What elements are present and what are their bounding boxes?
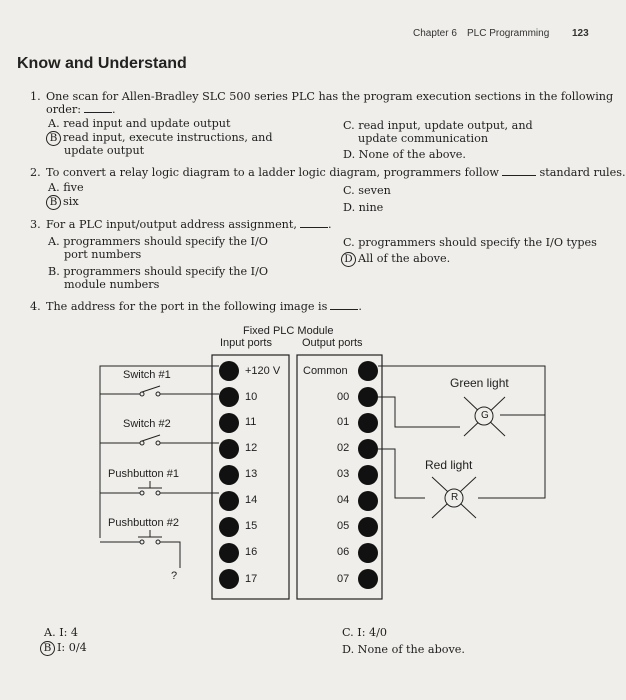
section-title: Know and Understand bbox=[17, 55, 187, 72]
pushbutton-2-label: Pushbutton #2 bbox=[108, 517, 179, 529]
input-label-14: 14 bbox=[245, 494, 258, 506]
output-label-07: 07 bbox=[337, 573, 350, 585]
section-label: PLC Programming bbox=[467, 28, 550, 39]
q3-stem: For a PLC input/output address assignment, . bbox=[46, 218, 332, 231]
input-label-11: 11 bbox=[245, 416, 257, 428]
q4-circled-answer: B bbox=[40, 641, 55, 656]
q1-option-c: C. read input, update output, and bbox=[343, 119, 533, 132]
pushbutton-1-label: Pushbutton #1 bbox=[108, 468, 179, 480]
q3-option-d: D All of the above. bbox=[341, 252, 450, 267]
green-light-label: Green light bbox=[450, 376, 509, 390]
output-label-06: 06 bbox=[337, 546, 350, 558]
input-label-13: 13 bbox=[245, 468, 258, 480]
output-label-00: 00 bbox=[337, 391, 350, 403]
q1-number: 1. bbox=[30, 90, 41, 103]
output-label-05: 05 bbox=[337, 520, 350, 532]
input-wiring bbox=[100, 366, 219, 568]
q4-number: 4. bbox=[30, 300, 41, 313]
q2-option-b: B six bbox=[46, 195, 79, 210]
q3-option-c: C. programmers should specify the I/O types bbox=[343, 236, 597, 249]
input-label-17: 17 bbox=[245, 573, 258, 585]
q3-circled-answer: D bbox=[341, 252, 356, 267]
output-label-common: Common bbox=[303, 365, 348, 377]
switch-symbols bbox=[140, 386, 160, 445]
q4-option-d: D. None of the above. bbox=[342, 643, 465, 656]
q1-stem: One scan for Allen-Bradley SLC 500 series PLC has the program execution sections in the following bbox=[46, 90, 614, 103]
q2-option-a: A. five bbox=[48, 181, 84, 194]
diagram-title: Fixed PLC Module bbox=[243, 325, 334, 337]
q4-stem: The address for the port in the following image is . bbox=[46, 300, 362, 313]
red-light-label: Red light bbox=[425, 458, 473, 472]
chapter-label: Chapter 6 bbox=[413, 28, 457, 39]
input-ports-header: Input ports bbox=[220, 337, 272, 349]
output-ports-header: Output ports bbox=[302, 337, 363, 349]
unknown-mark: ? bbox=[171, 570, 178, 582]
q4-option-c: C. I: 4/0 bbox=[342, 626, 388, 639]
output-label-04: 04 bbox=[337, 494, 350, 506]
q1-option-b-line2: update output bbox=[64, 144, 145, 157]
output-label-02: 02 bbox=[337, 442, 350, 454]
q1-circled-answer: B bbox=[46, 131, 61, 146]
input-label-16: 16 bbox=[245, 546, 258, 558]
output-label-01: 01 bbox=[337, 416, 350, 428]
q2-option-c: C. seven bbox=[343, 184, 391, 197]
input-terminals bbox=[219, 361, 239, 589]
q1-option-c-line2: update communication bbox=[358, 132, 489, 145]
q1-option-b: B read input, execute instructions, and bbox=[46, 131, 273, 146]
q3-option-b-line2: module numbers bbox=[64, 278, 160, 291]
page-number: 123 bbox=[572, 28, 589, 39]
output-terminals bbox=[358, 361, 378, 589]
switch-2-label: Switch #2 bbox=[123, 418, 171, 430]
q1-option-a: A. read input and update output bbox=[48, 117, 231, 130]
q4-option-b: B I: 0/4 bbox=[40, 641, 87, 656]
q4-option-a: A. I: 4 bbox=[44, 626, 79, 639]
input-label-12: 12 bbox=[245, 442, 258, 454]
red-lamp-symbol: R bbox=[451, 492, 459, 503]
pushbutton-symbols bbox=[138, 481, 162, 544]
green-lamp-symbol: G bbox=[481, 410, 489, 421]
q2-circled-answer: B bbox=[46, 195, 61, 210]
q3-option-a: A. programmers should specify the I/O bbox=[48, 235, 268, 248]
q2-option-d: D. nine bbox=[343, 201, 384, 214]
q1-stem-line2: order: . bbox=[46, 103, 116, 116]
output-wiring bbox=[378, 366, 545, 498]
q1-option-d: D. None of the above. bbox=[343, 148, 466, 161]
q3-option-b: B. programmers should specify the I/O bbox=[48, 265, 269, 278]
q3-number: 3. bbox=[30, 218, 41, 231]
input-label-supply: +120 V bbox=[245, 365, 281, 377]
q2-number: 2. bbox=[30, 166, 41, 179]
q2-stem: To convert a relay logic diagram to a ladder logic diagram, programmers follow standard rules. bbox=[46, 166, 626, 179]
switch-1-label: Switch #1 bbox=[123, 369, 171, 381]
output-label-03: 03 bbox=[337, 468, 350, 480]
input-label-15: 15 bbox=[245, 520, 258, 532]
input-label-10: 10 bbox=[245, 391, 258, 403]
q3-option-a-line2: port numbers bbox=[64, 248, 142, 261]
